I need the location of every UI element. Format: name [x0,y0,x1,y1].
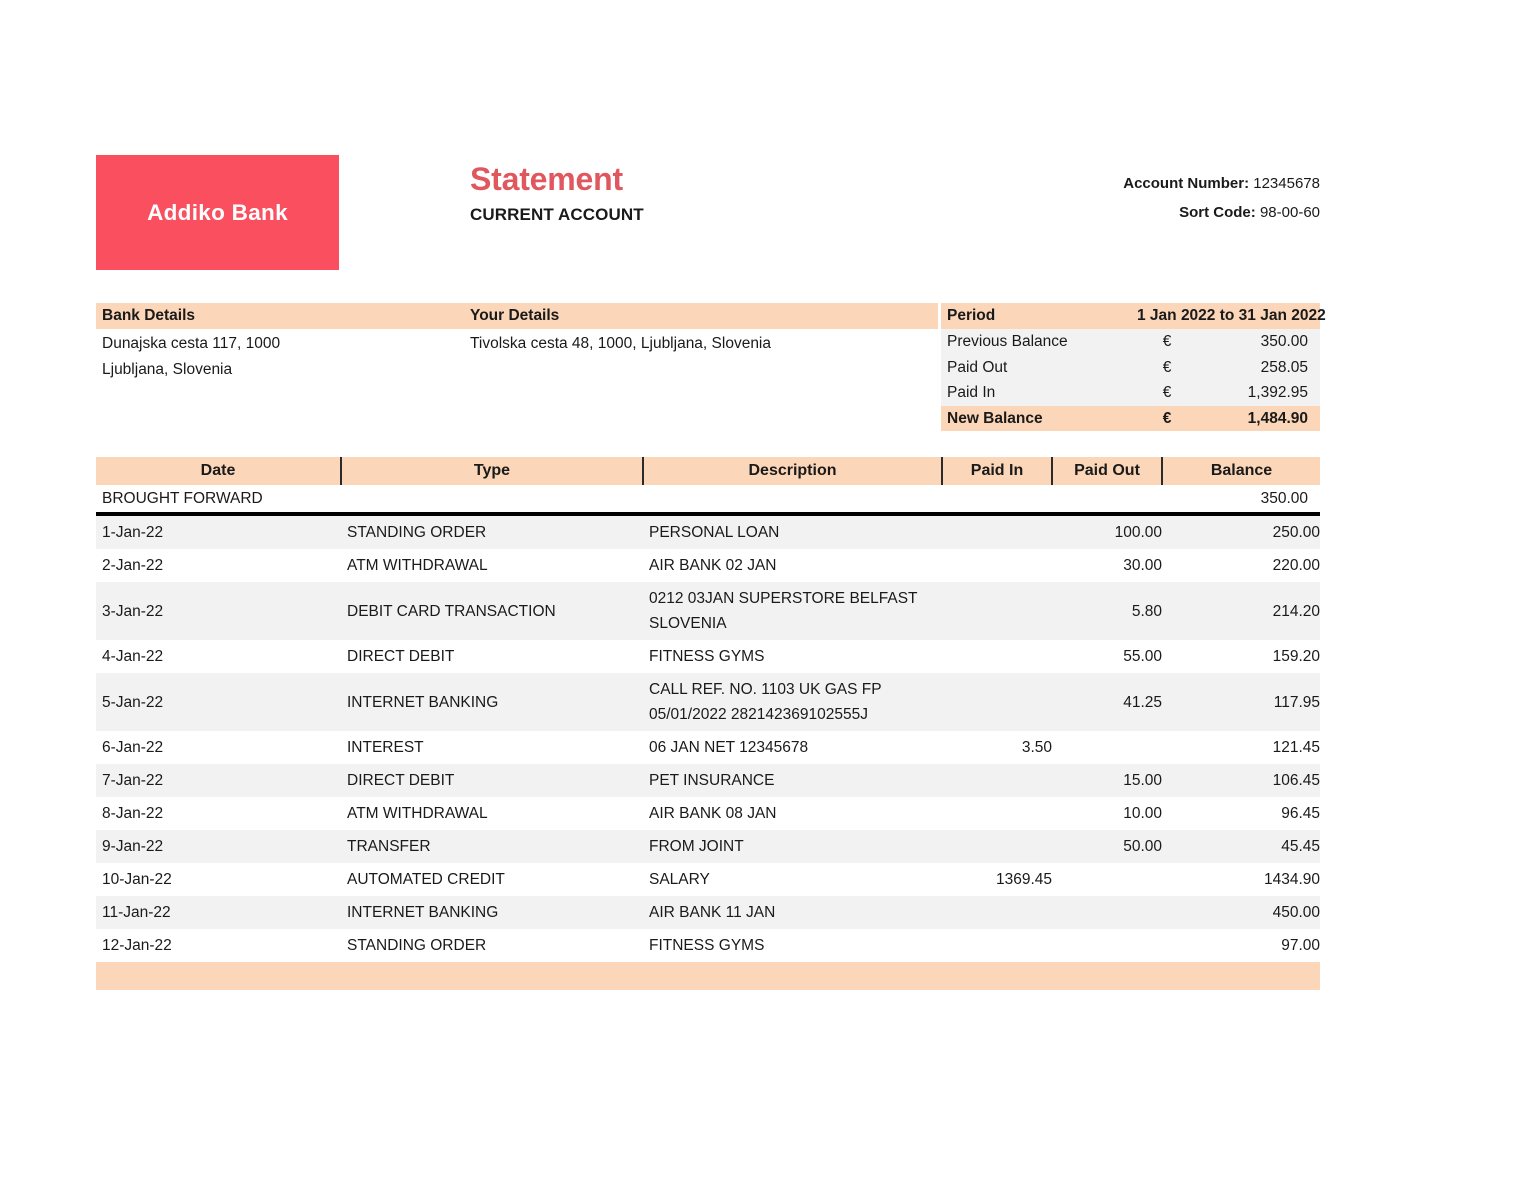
new-balance-row [941,406,1320,432]
table-row [96,549,1320,582]
cell-paid-out [1052,896,1162,929]
period-label: Period [947,307,996,324]
table-footer-body [96,962,1320,990]
bank-address-line-2: Ljubljana, Slovenia [102,360,233,378]
cell-balance: 45.45 [1162,830,1320,863]
cell-date: 6-Jan-22 [96,731,341,764]
table-row [96,896,1320,929]
cell-paid-out: 5.80 [1052,582,1162,640]
your-details-block [464,303,938,357]
previous-balance-value: 350.00 [1260,333,1308,350]
transactions-table [96,457,1320,990]
cell-paid-out: 41.25 [1052,673,1162,731]
sort-code-label: Sort Code: [1179,204,1256,221]
sort-code-value: 98-00-60 [1259,204,1320,221]
cell-paid-in: 3.50 [942,731,1052,764]
table-row [96,731,1320,764]
description-line-2: SLOVENIA [649,615,727,632]
cell-paid-in [942,549,1052,582]
cell-date: 9-Jan-22 [96,830,341,863]
column-header-paid-out: Paid Out [1052,457,1162,485]
cell-paid-out: 55.00 [1052,640,1162,673]
description-line-1: AIR BANK 02 JAN [649,557,777,574]
euro-symbol: € [1162,358,1172,376]
cell-paid-in [942,514,1052,549]
euro-symbol: € [1162,384,1172,401]
cell-paid-in [942,640,1052,673]
cell-description [643,830,942,863]
bank-details-heading: Bank Details [96,303,464,329]
description-line-1: 06 JAN NET 12345678 [649,739,809,756]
brought-forward-balance: 350.00 [1162,485,1320,514]
period-row [941,303,1326,329]
cell-description [643,549,942,582]
cell-balance: 214.20 [1162,582,1320,640]
cell-paid-out: 15.00 [1052,764,1162,797]
brought-forward-row [96,485,1320,514]
table-row [96,514,1320,549]
title-block [470,160,870,227]
table-row [96,764,1320,797]
paid-out-row [941,355,1320,381]
cell-paid-in [942,673,1052,731]
cell-paid-out: 100.00 [1052,514,1162,549]
cell-paid-out: 50.00 [1052,830,1162,863]
cell-type: DIRECT DEBIT [341,640,643,673]
table-header [96,457,1320,485]
description-line-1: CALL REF. NO. 1103 UK GAS FP [649,681,882,698]
bank-address-line-1: Dunajska cesta 117, 1000 [102,335,281,352]
cell-type: DEBIT CARD TRANSACTION [341,582,643,640]
cell-balance: 1434.90 [1162,863,1320,896]
cell-description [643,731,942,764]
table-footer-row [96,962,1320,990]
page-title: Statement [470,161,623,197]
cell-balance: 97.00 [1162,929,1320,962]
cell-date: 12-Jan-22 [96,929,341,962]
cell-type: ATM WITHDRAWAL [341,797,643,830]
period-value: 1 Jan 2022 to 31 Jan 2022 [1137,307,1326,324]
cell-paid-in [942,797,1052,830]
cell-date: 4-Jan-22 [96,640,341,673]
table-row [96,582,1320,640]
account-number-line [1123,169,1320,198]
bank-logo-text: Addiko Bank [147,199,288,225]
table-row [96,673,1320,731]
cell-date: 2-Jan-22 [96,549,341,582]
description-line-1: PERSONAL LOAN [649,524,780,541]
account-number-value: 12345678 [1253,175,1320,192]
cell-description [643,797,942,830]
euro-symbol: € [1162,409,1172,427]
description-line-1: SALARY [649,871,710,888]
description-line-1: FITNESS GYMS [649,937,765,954]
cell-paid-out [1052,863,1162,896]
cell-description [643,514,942,549]
cell-description [643,582,942,640]
table-row [96,640,1320,673]
transactions-table-wrapper [96,457,1320,990]
cell-date: 3-Jan-22 [96,582,341,640]
cell-description [643,863,942,896]
bank-details-block [96,303,464,382]
table-row [96,863,1320,896]
cell-description [643,673,942,731]
new-balance-value: 1,484.90 [1247,409,1308,427]
cell-balance: 250.00 [1162,514,1320,549]
cell-description [643,764,942,797]
new-balance-label: New Balance [947,409,1043,427]
cell-paid-out: 30.00 [1052,549,1162,582]
customer-address-line-1: Tivolska cesta 48, 1000, Ljubljana, Slovenia [470,335,772,352]
sort-code-line [1123,198,1320,227]
cell-type: INTERNET BANKING [341,673,643,731]
cell-type: AUTOMATED CREDIT [341,863,643,896]
paid-in-row [941,380,1320,406]
cell-description [643,640,942,673]
cell-type: INTERNET BANKING [341,896,643,929]
cell-type: INTEREST [341,731,643,764]
description-line-2: 05/01/2022 282142369102555J [649,706,868,723]
brought-forward-paid-out [1052,485,1162,514]
bank-logo [96,155,339,270]
cell-paid-in: 1369.45 [942,863,1052,896]
cell-balance: 121.45 [1162,731,1320,764]
column-header-description: Description [643,457,942,485]
table-row [96,830,1320,863]
description-line-1: PET INSURANCE [649,772,775,789]
cell-description [643,896,942,929]
statement-header [96,155,1320,275]
brought-forward-type [341,485,643,514]
your-details-body [464,329,938,357]
brought-forward-description [643,485,942,514]
cell-date: 5-Jan-22 [96,673,341,731]
cell-balance: 159.20 [1162,640,1320,673]
account-type-label: CURRENT ACCOUNT [470,205,644,224]
column-header-date: Date [96,457,341,485]
cell-date: 8-Jan-22 [96,797,341,830]
cell-paid-out [1052,731,1162,764]
cell-type: ATM WITHDRAWAL [341,549,643,582]
paid-in-label: Paid In [947,384,996,401]
description-line-1: 0212 03JAN SUPERSTORE BELFAST [649,590,918,607]
brought-forward-paid-in [942,485,1052,514]
table-row [96,797,1320,830]
table-row [96,929,1320,962]
column-header-balance: Balance [1162,457,1320,485]
cell-paid-in [942,896,1052,929]
cell-balance: 220.00 [1162,549,1320,582]
brought-forward-label: BROUGHT FORWARD [96,485,341,514]
your-details-heading: Your Details [464,303,938,329]
bank-details-body [96,329,464,382]
account-number-label: Account Number: [1123,175,1250,192]
column-header-type: Type [341,457,643,485]
cell-paid-in [942,830,1052,863]
cell-type: DIRECT DEBIT [341,764,643,797]
cell-balance: 117.95 [1162,673,1320,731]
previous-balance-row [941,329,1320,355]
cell-balance: 96.45 [1162,797,1320,830]
cell-date: 7-Jan-22 [96,764,341,797]
euro-symbol: € [1162,333,1172,350]
previous-balance-label: Previous Balance [947,333,1068,350]
cell-balance: 106.45 [1162,764,1320,797]
cell-date: 11-Jan-22 [96,896,341,929]
cell-paid-in [942,764,1052,797]
details-strip [96,303,1326,431]
transactions-body [96,514,1320,962]
cell-paid-out: 10.00 [1052,797,1162,830]
cell-date: 10-Jan-22 [96,863,341,896]
description-line-1: FITNESS GYMS [649,648,765,665]
cell-paid-in [942,582,1052,640]
balance-summary [941,303,1326,431]
cell-date: 1-Jan-22 [96,514,341,549]
cell-type: TRANSFER [341,830,643,863]
table-header-row [96,457,1320,485]
description-line-1: AIR BANK 11 JAN [649,904,776,921]
cell-paid-in [942,929,1052,962]
cell-type: STANDING ORDER [341,514,643,549]
cell-description [643,929,942,962]
table-footer-fill [96,962,1320,990]
cell-paid-out [1052,929,1162,962]
brought-forward-body [96,485,1320,514]
paid-out-value: 258.05 [1260,358,1308,376]
paid-out-label: Paid Out [947,358,1008,376]
paid-in-value: 1,392.95 [1247,384,1308,401]
cell-type: STANDING ORDER [341,929,643,962]
account-identifiers [1123,169,1320,227]
description-line-1: FROM JOINT [649,838,744,855]
column-header-paid-in: Paid In [942,457,1052,485]
description-line-1: AIR BANK 08 JAN [649,805,777,822]
cell-balance: 450.00 [1162,896,1320,929]
